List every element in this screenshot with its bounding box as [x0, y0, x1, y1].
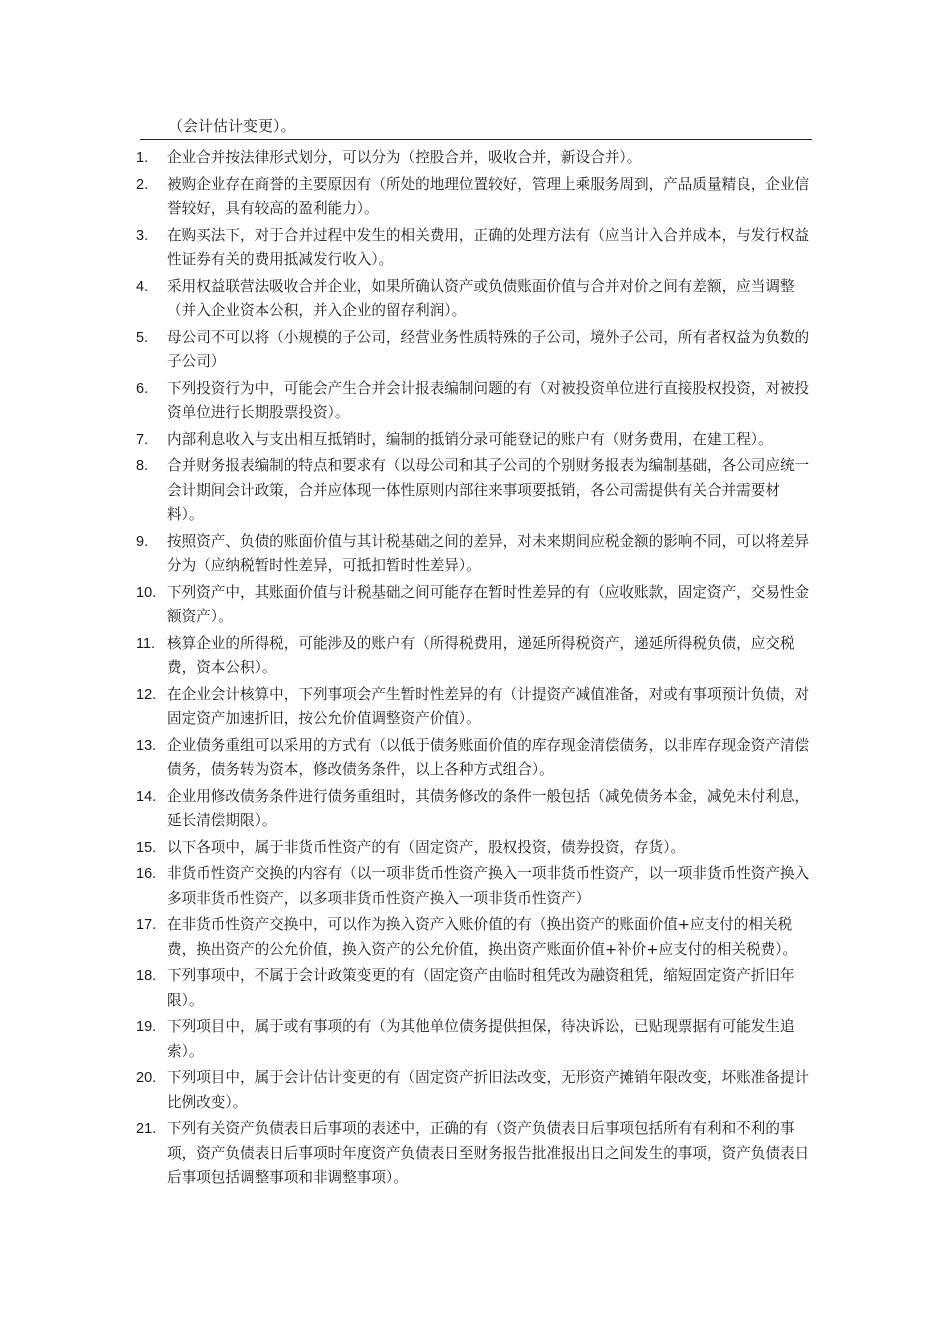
list-item	[136, 683, 816, 732]
item-text: 企业合并按法律形式划分，可以分为（控股合并，吸收合并，新设合并）。	[167, 149, 642, 166]
item-text: 企业用修改债务条件进行债务重组时，其债务修改的条件一般包括（减免债务本金，减免未付利息，延长清偿期限）。	[167, 787, 810, 829]
item-text: 按照资产、负债的账面价值与其计税基础之间的差异，对未来期间应税金额的影响不同，可以将差异分为（应纳税暂时性差异，可抵扣暂时性差异）。	[167, 532, 810, 574]
item-text: 非货币性资产交换的内容有（以一项非货币性资产换入一项非货币性资产，以一项非货币性资产换入多项非货币性资产，以多项非货币性资产换入一项非货币性资产）	[167, 865, 810, 907]
item-number: 1.	[136, 150, 149, 166]
item-number: 2.	[136, 176, 149, 193]
list-item	[136, 224, 816, 273]
item-number: 3.	[136, 227, 149, 244]
item-text: 下列事项中，不属于会计政策变更的有（固定资产由临时租凭改为融资租凭，缩短固定资产折旧年限）。	[167, 967, 795, 1009]
item-text: 下列项目中，属于会计估计变更的有（固定资产折旧法改变，无形资产摊销年限改变，坏账准备提计比例改变）。	[167, 1069, 810, 1111]
item-text: 合并财务报表编制的特点和要求有（以母公司和其子公司的个别财务报表为编制基础，各公司应统一会计期间会计政策，合并应体现一体性原则内部往来事项要抵销，各公司需提供有关合并需要材料）。	[167, 457, 810, 523]
list-item	[136, 173, 816, 222]
list-item	[136, 913, 816, 962]
item-number: 19.	[136, 1019, 157, 1035]
item-text: 企业债务重组可以采用的方式有（以低于债务账面价值的库存现金清偿债务，以非库存现金资产清偿债务，债务转为资本，修改债务条件，以上各种方式组合）。	[167, 736, 810, 778]
item-number: 4.	[136, 278, 149, 295]
list-item	[136, 1066, 816, 1115]
item-text: 母公司不可以将（小规模的子公司，经营业务性质特殊的子公司，境外子公司，所有者权益为负数的子公司）	[167, 328, 810, 370]
item-text: 下列资产中，其账面价值与计税基础之间可能存在暂时性差异的有（应收账款，固定资产，交易性金额资产）。	[167, 583, 810, 625]
item-number: 18.	[136, 968, 157, 984]
list-item	[136, 1117, 816, 1191]
item-number: 11.	[136, 635, 156, 652]
item-number: 9.	[136, 533, 149, 550]
question-list	[136, 146, 816, 1193]
list-item	[136, 734, 816, 783]
list-item	[136, 275, 816, 324]
item-number: 15.	[136, 839, 157, 856]
item-number: 12.	[136, 686, 157, 703]
item-number: 16.	[136, 866, 157, 882]
item-number: 10.	[136, 584, 157, 601]
divider-line	[140, 139, 812, 140]
item-text: 下列有关资产负债表日后事项的表述中，正确的有（资产负债表日后事项包括所有有利和不利的事项，资产负债表日后事项时年度资产负债表日至财务报告批准报出日之间发生的事项，资产负债表日后事项包括调整事项和非调整事项）。	[167, 1120, 810, 1186]
item-text: 被购企业存在商誉的主要原因有（所处的地理位置较好，管理上乘服务周到，产品质量精良，企业信誉较好，具有较高的盈利能力）。	[167, 175, 810, 217]
item-number: 13.	[136, 737, 157, 754]
item-text: 以下各项中，属于非货币性资产的有（固定资产，股权投资，债券投资，存货）。	[167, 838, 686, 856]
item-number: 21.	[136, 1121, 157, 1137]
list-item	[136, 530, 816, 579]
item-number: 5.	[136, 329, 149, 346]
list-item	[136, 964, 816, 1013]
continued-answer-text: （会计估计变更）。	[168, 117, 296, 135]
item-number: 14.	[136, 788, 157, 805]
list-item	[136, 1015, 816, 1064]
item-text: 采用权益联营法吸收合并企业，如果所确认资产或负债账面价值与合并对价之间有差额，应当调整（并入企业资本公积，并入企业的留存利润）。	[167, 277, 795, 319]
item-number: 6.	[136, 380, 149, 397]
item-number: 20.	[136, 1070, 157, 1086]
item-text: 在购买法下，对于合并过程中发生的相关费用，正确的处理方法有（应当计入合并成本，与发行权益性证券有关的费用抵减发行收入）。	[167, 226, 810, 268]
item-number: 8.	[136, 458, 149, 474]
list-item	[136, 146, 816, 171]
list-item	[136, 632, 816, 681]
item-text: 核算企业的所得税，可能涉及的账户有（所得税费用，递延所得税资产，递延所得税负债，应交税费，资本公积）。	[167, 634, 795, 676]
list-item	[136, 836, 816, 861]
item-text: 下列项目中，属于或有事项的有（为其他单位债务提供担保，待决诉讼，已贴现票据有可能发生追索）。	[167, 1018, 795, 1060]
list-item	[136, 377, 816, 426]
list-item	[136, 428, 816, 453]
list-item	[136, 862, 816, 911]
list-item	[136, 326, 816, 375]
list-item	[136, 454, 816, 528]
item-text: 下列投资行为中，可能会产生合并会计报表编制问题的有（对被投资单位进行直接股权投资，对被投资单位进行长期股票投资）。	[167, 379, 810, 421]
item-text: 内部利息收入与支出相互抵销时，编制的抵销分录可能登记的账户有（财务费用，在建工程）。	[167, 430, 773, 448]
item-text: 在企业会计核算中，下列事项会产生暂时性差异的有（计提资产减值准备，对或有事项预计负债，对固定资产加速折旧，按公允价值调整资产价值）。	[167, 685, 810, 727]
item-number: 7.	[136, 431, 149, 448]
item-text: 在非货币性资产交换中，可以作为换入资产入账价值的有（换出资产的账面价值+应支付的相关税费，换出资产的公允价值，换入资产的公允价值，换出资产账面价值+补价+应支付的相关税费）。	[167, 916, 798, 958]
list-item	[136, 581, 816, 630]
list-item	[136, 785, 816, 834]
item-number: 17.	[136, 917, 157, 933]
